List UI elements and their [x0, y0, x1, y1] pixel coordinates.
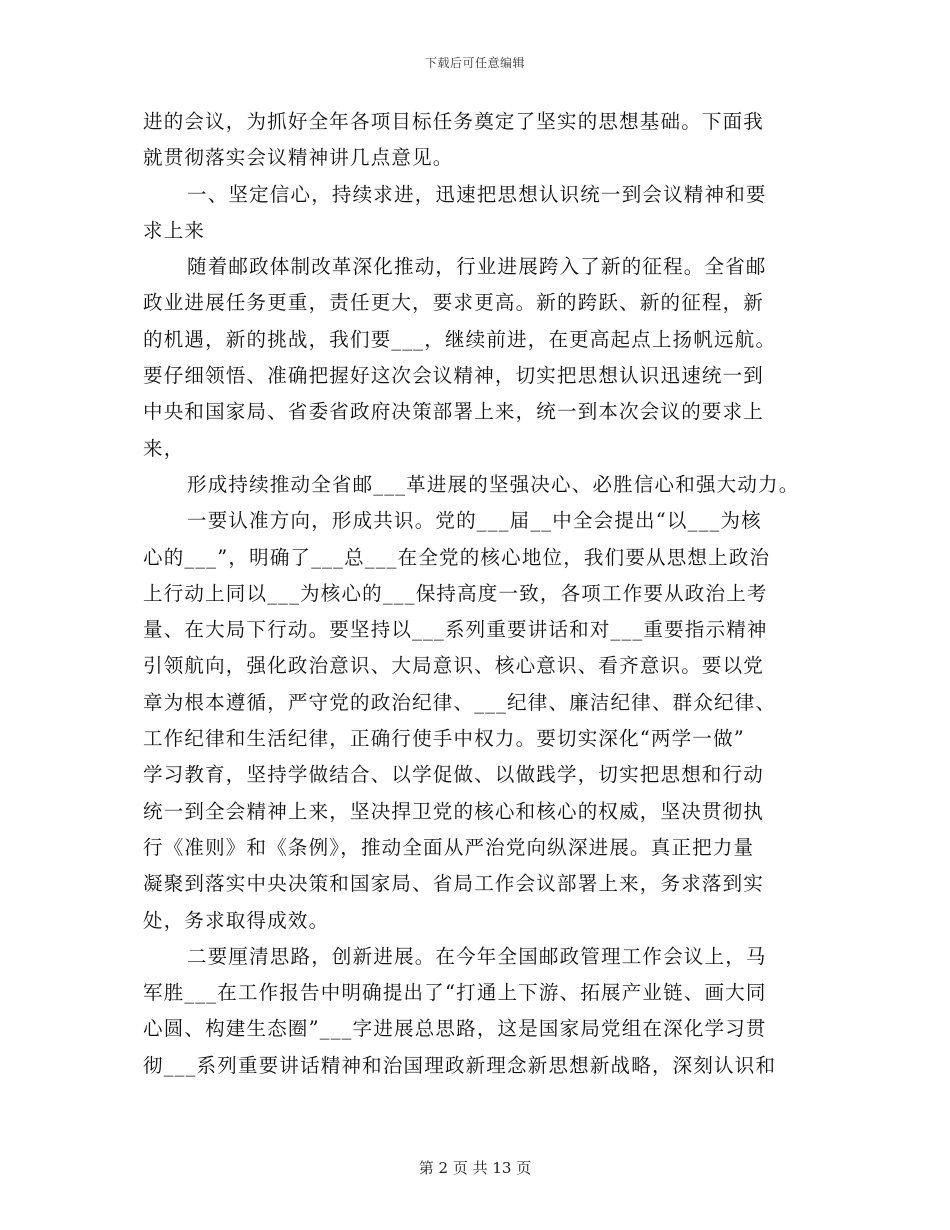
text-line: 统一到全会精神上来，坚决捍卫党的核心和核心的权威，坚决贯彻执: [143, 799, 765, 823]
text-line: 处，务求取得成效。: [143, 908, 330, 932]
text-line: 一、坚定信心，持续求进，迅速把思想认识统一到会议精神和要: [187, 182, 767, 206]
text-line: 要仔细领悟、准确把握好这次会议精神，切实把思想认识迅速统一到: [143, 364, 765, 388]
text-line: 求上来: [143, 218, 206, 242]
page-header: 下载后可任意编辑: [424, 56, 525, 70]
text-line: 工作纪律和生活纪律，正确行使手中权力。要切实深化“两学一做”: [143, 727, 745, 751]
text-line: 上行动上同以___为核心的___保持高度一致，各项工作要从政治上考: [143, 581, 768, 605]
text-line: 引领航向，强化政治意识、大局意识、核心意识、看齐意识。要以党: [143, 654, 765, 678]
text-line: 军胜___在工作报告中明确提出了“打通上下游、拓展产业链、画大同: [143, 981, 767, 1005]
text-line: 凝聚到落实中央决策和国家局、省局工作会议部署上来，务求落到实: [143, 872, 765, 896]
text-line: 学习教育，坚持学做结合、以学促做、以做践学，切实把思想和行动: [143, 763, 765, 787]
text-line: 行《准则》和《条例》，推动全面从严治党向纵深进展。真正把力量: [143, 835, 755, 859]
text-line: 量、在大局下行动。要坚持以___系列重要讲话和对___重要指示精神: [143, 618, 768, 642]
text-line: 进的会议，为抓好全年各项目标任务奠定了坚实的思想基础。下面我: [143, 110, 765, 133]
text-line: 章为根本遵循，严守党的政治纪律、___纪律、廉洁纪律、群众纪律、: [143, 690, 777, 714]
text-line: 政业进展任务更重，责任更大，要求更高。新的跨跃、新的征程，新: [143, 291, 765, 315]
text-line: 形成持续推动全省邮___革进展的坚强决心、必胜信心和强大动力。: [187, 472, 800, 496]
page-footer: 第 2 页 共 13 页: [418, 1159, 532, 1177]
text-line: 彻___系列重要讲话精神和治国理政新理念新思想新战略，深刻认识和: [143, 1053, 777, 1077]
text-line: 就贯彻落实会议精神讲几点意见。: [143, 146, 454, 170]
text-line: 二要厘清思路，创新进展。在今年全国邮政管理工作会议上，马: [187, 944, 767, 968]
text-line: 来，: [143, 436, 185, 460]
text-line: 随着邮政体制改革深化推动，行业进展跨入了新的征程。全省邮: [187, 255, 767, 279]
document-body: [143, 104, 823, 1084]
text-line: 心圆、构建生态圈”___字进展总思路，这是国家局党组在深化学习贯: [143, 1017, 767, 1041]
text-line: 心的___”，明确了___总___在全党的核心地位，我们要从思想上政治: [143, 545, 771, 569]
text-line: 的机遇，新的挑战，我们要___，继续前进，在更高起点上扬帆远航。: [143, 327, 777, 351]
text-line: 一要认准方向，形成共识。党的___届__中全会提出“以___为核: [187, 509, 762, 533]
text-line: 中央和国家局、省委省政府决策部署上来，统一到本次会议的要求上: [143, 400, 765, 424]
